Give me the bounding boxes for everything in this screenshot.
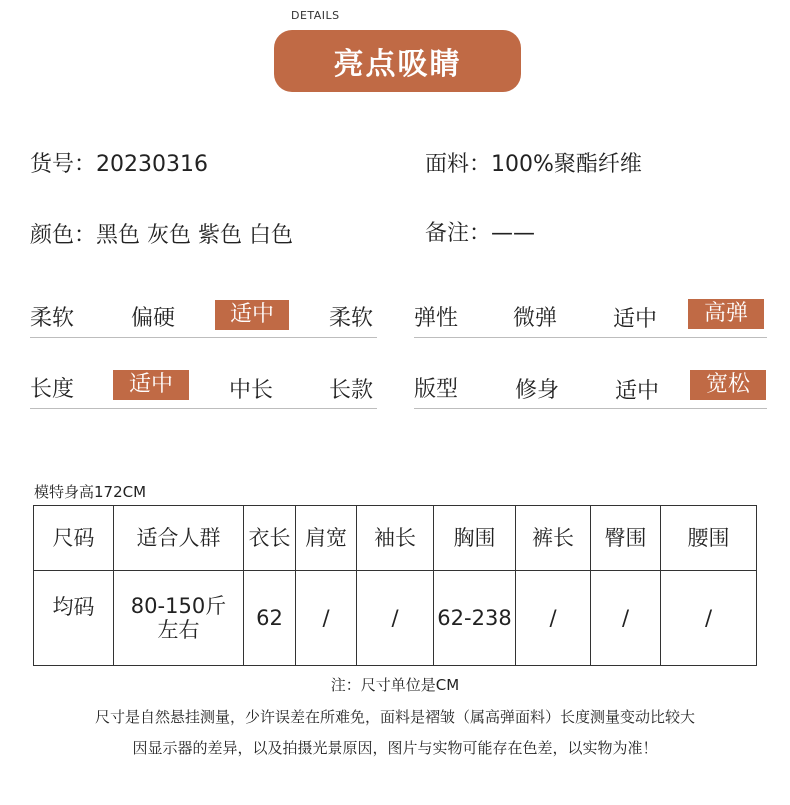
header-fit-range: 适合人群 [114, 506, 244, 571]
header-chest: 胸围 [434, 506, 516, 571]
fit-divider [414, 408, 767, 409]
softness-label: 柔软 [30, 306, 75, 331]
length-option-medium-selected: 适中 [113, 370, 189, 400]
header-sleeve: 袖长 [357, 506, 434, 571]
cell-sleeve: / [357, 571, 434, 666]
elasticity-label: 弹性 [414, 306, 459, 331]
highlight-banner: 亮点吸睛 [274, 30, 521, 92]
length-divider [30, 408, 377, 409]
header-length: 衣长 [244, 506, 296, 571]
size-table-header-row [34, 506, 757, 571]
cell-chest: 62-238 [434, 571, 516, 666]
cell-fit-range-line2: 左右 [157, 618, 200, 642]
cell-size: 均码 [34, 571, 114, 666]
cell-fit-range [114, 571, 244, 666]
elasticity-option-slight: 微弹 [512, 306, 557, 331]
fit-label: 版型 [414, 377, 459, 402]
cell-shoulder: / [296, 571, 357, 666]
header-size: 尺码 [34, 506, 114, 571]
cell-pants-length: / [516, 571, 591, 666]
elasticity-option-high-selected: 高弹 [688, 299, 764, 329]
elasticity-divider [414, 337, 767, 338]
fabric-info: 面料：100%聚酯纤维 [425, 152, 642, 177]
header-waist: 腰围 [661, 506, 757, 571]
details-label: DETAILS [291, 9, 340, 22]
header-hip: 臀围 [591, 506, 661, 571]
cell-waist: / [661, 571, 757, 666]
remark-info: 备注：—— [425, 221, 536, 246]
cell-hip: / [591, 571, 661, 666]
length-option-long: 长款 [328, 378, 373, 403]
size-table [33, 505, 757, 666]
color-difference-note: 因显示器的差异，以及拍摄光景原因，图片与实物可能存在色差，以实物为准！ [132, 739, 658, 757]
fit-option-loose-selected: 宽松 [690, 370, 766, 400]
fit-option-medium: 适中 [614, 379, 659, 404]
cell-fit-range-line1: 80-150斤 [130, 593, 227, 618]
color-info: 颜色：黑色 灰色 紫色 白色 [30, 223, 293, 248]
header-pants-length: 裤长 [516, 506, 591, 571]
table-row [34, 571, 757, 666]
length-option-mid-long: 中长 [228, 378, 273, 403]
length-label: 长度 [30, 377, 75, 402]
cell-length: 62 [244, 571, 296, 666]
fit-option-slim: 修身 [514, 378, 559, 403]
header-shoulder: 肩宽 [296, 506, 357, 571]
softness-option-medium-selected: 适中 [215, 300, 289, 330]
softness-option-soft: 柔软 [328, 306, 373, 331]
unit-note: 注：尺寸单位是CM [330, 676, 460, 694]
measurement-note: 尺寸是自然悬挂测量，少许误差在所难免，面料是褶皱（属高弹面料）长度测量变动比较大 [94, 708, 695, 726]
elasticity-option-medium: 适中 [612, 307, 657, 332]
softness-option-hard: 偏硬 [130, 306, 175, 331]
item-number: 货号：20230316 [30, 152, 208, 177]
model-height-note: 模特身高172CM [34, 483, 147, 501]
softness-divider [30, 337, 377, 338]
